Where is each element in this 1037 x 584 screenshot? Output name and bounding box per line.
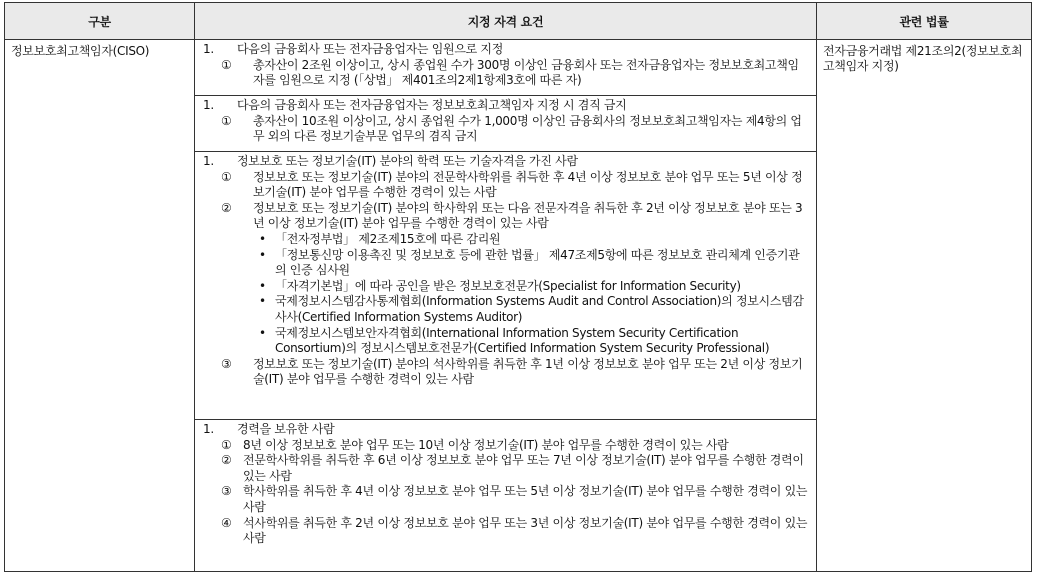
sub-item-text: 석사학위를 취득한 후 2년 이상 정보보호 분야 업무 또는 3년 이상 정보기술(IT) 분야 업무를 수행한 경력이 있는 사람 [243, 515, 808, 546]
category-text: 정보보호최고책임자(CISO) [11, 44, 150, 58]
circled-number: ① [221, 437, 232, 452]
table-row [5, 40, 1032, 96]
bullet-icon: • [259, 294, 266, 309]
circled-number: ③ [221, 356, 232, 371]
circled-number: ① [221, 57, 232, 72]
header-category: 구분 [5, 3, 195, 40]
bullet-text: 「정보통신망 이용촉진 및 정보보호 등에 관한 법률」 제47조제5항에 따른 정보보호 관리체계 인증기관의 인증 심사원 [275, 247, 800, 278]
sub-item-text: 정보보호 또는 정보기술(IT) 분야의 석사학위를 취득한 후 1년 이상 정보보호 분야 업무 또는 2년 이상 정보기술(IT) 분야 업무를 수행한 경력이 있는 사람 [253, 356, 803, 387]
item-text: 경력을 보유한 사람 [237, 422, 335, 436]
sub-item-text: 총자산이 10조원 이상이고, 상시 종업원 수가 1,000명 이상인 금융회사의 정보보호최고책임자는 제4항의 업무 외의 다른 정보기술부문 업무의 겸직 금지 [253, 113, 802, 144]
item-text: 정보보호 또는 정보기술(IT) 분야의 학력 또는 기술자격을 가진 사람 [237, 154, 578, 168]
sub-item-text: 전문학사학위를 취득한 후 6년 이상 정보보호 분야 업무 또는 7년 이상 정보기술(IT) 분야 업무를 수행한 경력이 있는 사람 [243, 453, 804, 483]
sub-item-text: 8년 이상 정보보호 분야 업무 또는 10년 이상 정보기술(IT) 분야 업무를 수행한 경력이 있는 사람 [243, 437, 729, 452]
requirement-block-1 [195, 40, 817, 96]
list-number: 1. [203, 42, 214, 56]
header-requirements: 지정 자격 요건 [195, 3, 817, 40]
circled-number: ① [221, 169, 232, 184]
list-number: 1. [203, 422, 214, 436]
list-number: 1. [203, 154, 214, 168]
bullet-text: 국제정보시스템보안자격협회(International Information System Security Certification Consortium)의 정보시스템보호전문가(Certified Information System Security Professional) [275, 325, 770, 356]
requirement-block-3 [195, 152, 817, 420]
list-number: 1. [203, 98, 214, 112]
sub-item-text: 총자산이 2조원 이상이고, 상시 종업원 수가 300명 이상인 금융회사 또는 전자금융업자는 정보보호최고책임자를 임원으로 지정 (「상법」 제401조의2제1항제3호에 따른 자) [253, 57, 799, 88]
header-row [5, 3, 1032, 40]
circled-number: ④ [221, 515, 232, 530]
bullet-icon: • [259, 325, 266, 340]
header-law: 관련 법률 [817, 3, 1032, 40]
bullet-icon: • [259, 231, 266, 246]
bullet-icon: • [259, 247, 266, 262]
requirement-block-2 [195, 96, 817, 152]
category-cell [5, 40, 195, 572]
bullet-icon: • [259, 278, 266, 293]
item-text: 다음의 금융회사 또는 전자금융업자는 임원으로 지정 [237, 42, 503, 56]
requirements-table [4, 2, 1032, 572]
circled-number: ② [221, 200, 232, 215]
bullet-text: 「자격기본법」에 따라 공인을 받은 정보보호전문가(Specialist for Information Security) [275, 278, 741, 293]
bullet-text: 「전자정부법」 제2조제15호에 따른 감리원 [275, 231, 501, 246]
circled-number: ③ [221, 484, 232, 499]
bullet-text: 국제정보시스템감사통제협회(Information Systems Audit and Control Association)의 정보시스템감사사(Certified Information Systems Auditor) [275, 294, 804, 324]
sub-item-text: 학사학위를 취득한 후 4년 이상 정보보호 분야 업무 또는 5년 이상 정보기술(IT) 분야 업무를 수행한 경력이 있는 사람 [243, 484, 808, 514]
law-text: 전자금융거래법 제21조의2(정보보호최고책임자 지정) [823, 44, 1023, 73]
circled-number: ② [221, 453, 232, 468]
circled-number: ① [221, 113, 232, 128]
law-cell [817, 40, 1032, 572]
sub-item-text: 정보보호 또는 정보기술(IT) 분야의 전문학사학위를 취득한 후 4년 이상 정보보호 분야 업무 또는 5년 이상 정보기술(IT) 분야 업무를 수행한 경력이 있는 사람 [253, 169, 803, 200]
sub-item-text: 정보보호 또는 정보기술(IT) 분야의 학사학위 또는 다음 전문자격을 취득한 후 2년 이상 정보보호 분야 또는 3년 이상 정보기술(IT) 분야 업무를 수행한 경력이 있는 사람 [253, 200, 803, 231]
requirement-block-4 [195, 420, 817, 572]
item-text: 다음의 금융회사 또는 전자금융업자는 정보보호최고책임자 지정 시 겸직 금지 [237, 98, 627, 112]
